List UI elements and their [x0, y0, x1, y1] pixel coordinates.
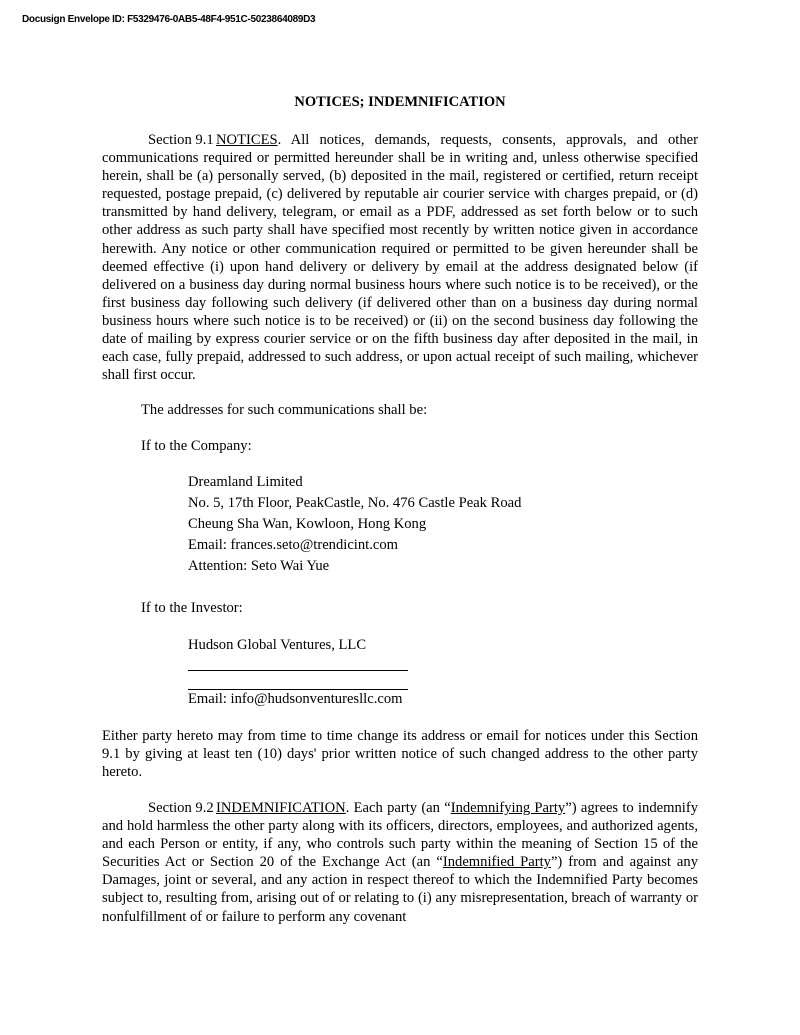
- section-9-2-body-c: ”) from and against any Damages, joint or several, and any action in respect thereof to which the Indemnified Party becomes subject to, resulting from, arising out of or relating to (i) any misrepresentation, breach of warranty or nonfulfillment of or failure to perform any covenant: [102, 854, 698, 925]
- company-address-line-1: No. 5, 17th Floor, PeakCastle, No. 476 Castle Peak Road: [188, 495, 522, 511]
- indemnifying-party-term: Indemnifying Party: [450, 800, 566, 816]
- section-9-1-body: . All notices, demands, requests, consents, approvals, and other communications required or permitted hereunder shall be in writing and, unless otherwise specified herein, shall be (a) personally served, (b) deposited in the mail, registered or certified, return receipt requested, postage prepaid, (c) delivered by reputable air courier service with charges prepaid, or (d) transmitted by hand delivery, telegram, or email as a PDF, addressed as set forth below or to such other address as such party shall have specified most recently by written notice given in accordance herewith. Any notice or other communication required or permitted to be given hereunder shall be deemed effective (i) upon hand delivery or delivery by email at the address designated below (if delivered on a business day during normal business hours where such notice is to be received), or the first business day following such delivery (if delivered other than on a business day during normal business hours where such notice is to be received) or (ii) on the second business day following the date of mailing by express courier service or on the fifth business day after deposited in the mail, in each case, fully prepaid, addressed to such address, or upon actual receipt of such mailing, whichever shall first occur.: [102, 132, 698, 384]
- indemnified-party-term: Indemnified Party: [442, 854, 551, 871]
- page-title: NOTICES; INDEMNIFICATION: [294, 94, 506, 110]
- investor-name: Hudson Global Ventures, LLC: [188, 637, 367, 653]
- section-9-2-heading: INDEMNIFICATION: [216, 800, 346, 816]
- section-9-2-number: Section 9.2: [148, 800, 214, 816]
- company-email: Email: frances.seto@trendicint.com: [188, 537, 398, 553]
- section-9-1: [102, 131, 698, 384]
- investor-address-blank-line-1: [188, 670, 408, 671]
- company-address-line-2: Cheung Sha Wan, Kowloon, Hong Kong: [188, 516, 427, 532]
- addresses-intro: The addresses for such communications shall be:: [141, 402, 428, 418]
- change-notice-paragraph: Either party hereto may from time to time change its address or email for notices under this Section 9.1 by giving at least ten (10) days' prior written notice of such changed address to the other party hereto.: [102, 728, 698, 781]
- company-label: If to the Company:: [141, 438, 252, 454]
- company-name: Dreamland Limited: [188, 474, 303, 490]
- investor-label: If to the Investor:: [141, 600, 243, 616]
- section-9-2: [102, 799, 698, 926]
- section-9-1-heading: NOTICES: [216, 132, 278, 148]
- envelope-id: Docusign Envelope ID: F5329476-0AB5-48F4-951C-5023864089D3: [22, 14, 316, 25]
- section-9-2-body-a: . Each party (an “: [345, 800, 451, 816]
- section-9-1-number: Section 9.1: [148, 132, 214, 148]
- company-attention: Attention: Seto Wai Yue: [188, 558, 330, 574]
- investor-email: Email: info@hudsonventuresllc.com: [188, 691, 403, 707]
- section-9-2-body-b: ”) agrees to indemnify and hold harmless the other party along with its officers, directors, employees, and authorized agents, and each Person or entity, if any, who controls such party within the meaning of Section 15 of the Securities Act or Section 20 of the Exchange Act (an “: [102, 800, 698, 871]
